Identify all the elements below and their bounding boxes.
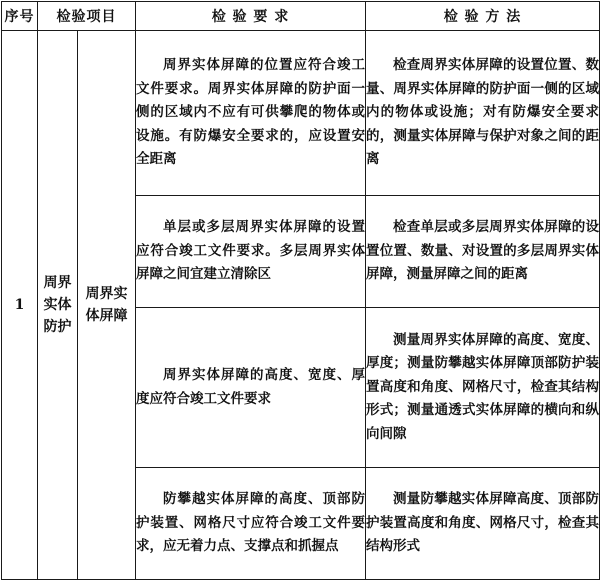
requirement-cell: 周界实体屏障的位置应符合竣工文件要求。周界实体屏障的防护面一侧的区域内不应有可供攀爬的物体或设施。有防爆安全要求的，应设置安全距离 xyxy=(136,31,366,196)
item-text: 体屏障 xyxy=(85,308,128,324)
serial-number: 1 xyxy=(2,31,38,580)
method-cell: 检查单层或多层周界实体屏障的设置位置、数量、对设置的多层周界实体屏障，测量屏障之间的距离 xyxy=(366,196,600,308)
category-text: 防护 xyxy=(43,319,72,335)
category-text: 实体 xyxy=(43,297,72,313)
item-cell xyxy=(78,31,136,580)
header-serial-no: 序号 xyxy=(2,2,38,31)
method-cell: 检查周界实体屏障的设置位置、数量、周界实体屏障的防护面一侧的区域内的物体或设施；对有防爆安全要求的，测量实体屏障与保护对象之间的距离 xyxy=(366,31,600,196)
inspection-table xyxy=(0,1,600,582)
item-text: 周界实 xyxy=(85,286,128,302)
table-row xyxy=(2,31,600,196)
category-text: 周界 xyxy=(43,275,72,291)
header-inspection-requirement: 检 验 要 求 xyxy=(136,2,366,31)
requirement-cell: 防攀越实体屏障的高度、顶部防护装置、网格尺寸应符合竣工文件要求，应无着力点、支撑点和抓握点 xyxy=(136,468,366,580)
requirement-cell: 周界实体屏障的高度、宽度、厚度应符合竣工文件要求 xyxy=(136,308,366,468)
header-inspection-item: 检验项目 xyxy=(38,2,136,31)
category-cell xyxy=(38,31,78,580)
method-cell: 测量防攀越实体屏障高度、顶部防护装置高度和角度、网格尺寸，检查其结构形式 xyxy=(366,468,600,580)
table-header-row xyxy=(2,2,600,31)
header-inspection-method: 检 验 方 法 xyxy=(366,2,600,31)
method-cell: 测量周界实体屏障的高度、宽度、厚度；测量防攀越实体屏障顶部防护装置高度和角度、网格尺寸，检查其结构形式；测量通透式实体屏障的横向和纵向间隙 xyxy=(366,308,600,468)
requirement-cell: 单层或多层周界实体屏障的设置应符合竣工文件要求。多层周界实体屏障之间宜建立清除区 xyxy=(136,196,366,308)
